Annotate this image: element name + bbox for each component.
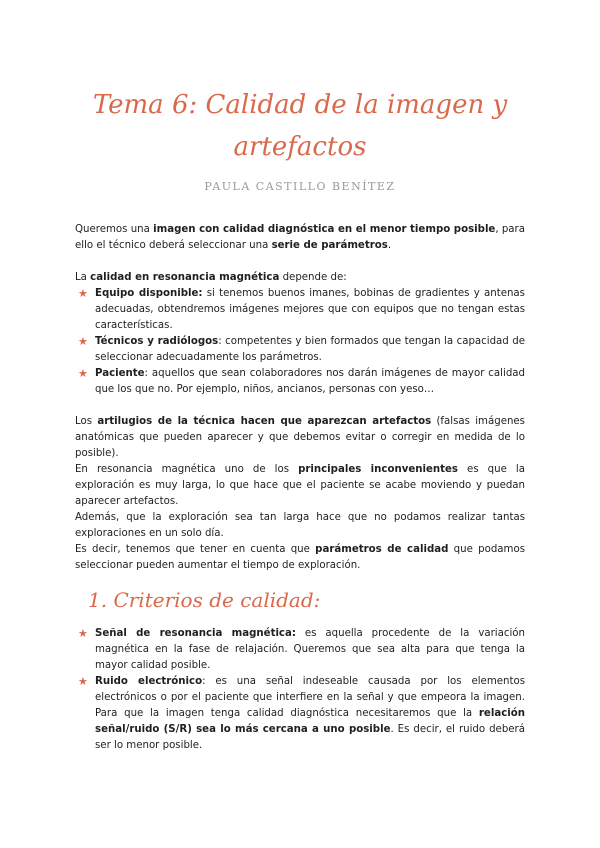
author-name: PAULA CASTILLO BENÍTEZ (204, 180, 396, 193)
list-item: ★ Paciente: aquellos que sean colaboradores nos darán imágenes de mayor calidad que los que no. Por ejemplo, niños, ancianos, personas con yeso… (78, 367, 525, 395)
quality-factors-list (75, 286, 525, 398)
star-bullet-icon: ★ (78, 627, 88, 640)
list-item: ★ Técnicos y radiólogos: competentes y bien formados que tengan la capacidad de seleccionar adecuadamente los parámetros. (78, 335, 525, 363)
intro-paragraph: Queremos una imagen con calidad diagnóstica en el menor tiempo posible, para ello el técnico deberá seleccionar una serie de parámetros. (75, 224, 525, 251)
page-title-line2: artefactos (233, 132, 367, 162)
section-heading: 1. Criterios de calidad: (88, 588, 321, 612)
drawbacks-paragraph: En resonancia magnética uno de los principales inconvenientes es que la exploración es muy larga, lo que hace que el paciente se acabe moviendo y puedan aparecer artefactos. Además, que la exploración sea tan larga hace que no podamos realizar tantas exploraciones en un solo día. Es decir, tenemos que tener en cuenta que parámetros de calidad que podamos seleccionar pueden aumentar el tiempo de exploración. (75, 464, 526, 571)
star-bullet-icon: ★ (78, 287, 88, 300)
star-bullet-icon: ★ (78, 675, 88, 688)
criteria-list (75, 626, 525, 754)
depends-paragraph: La calidad en resonancia magnética depende de: (75, 272, 347, 283)
artifacts-paragraph: Los artilugios de la técnica hacen que aparezcan artefactos (falsas imágenes anatómicas que pueden aparecer y que debemos evitar o corregir en medida de lo posible). (75, 416, 525, 459)
list-item: ★ Ruido electrónico: es una señal indeseable causada por los elementos electrónicos o por el paciente que interfiere en la señal y que empeora la imagen. Para que la imagen tenga calidad diagnóstica necesitaremos que la relación señal/ruido (S/R) sea lo más cercana a uno posible. Es decir, el ruido deberá ser lo menor posible. (78, 675, 525, 751)
star-bullet-icon: ★ (78, 367, 88, 380)
star-bullet-icon: ★ (78, 335, 88, 348)
list-item: ★ Equipo disponible: si tenemos buenos imanes, bobinas de gradientes y antenas adecuadas, obtendremos imágenes mejores que con equipos que no tengan estas características. (78, 287, 525, 331)
list-item: ★ Señal de resonancia magnética: es aquella procedente de la variación magnética en la fase de relajación. Queremos que sea alta para que tenga la mayor calidad posible. (78, 627, 525, 671)
page-title-line1: Tema 6: Calidad de la imagen y (92, 90, 508, 120)
